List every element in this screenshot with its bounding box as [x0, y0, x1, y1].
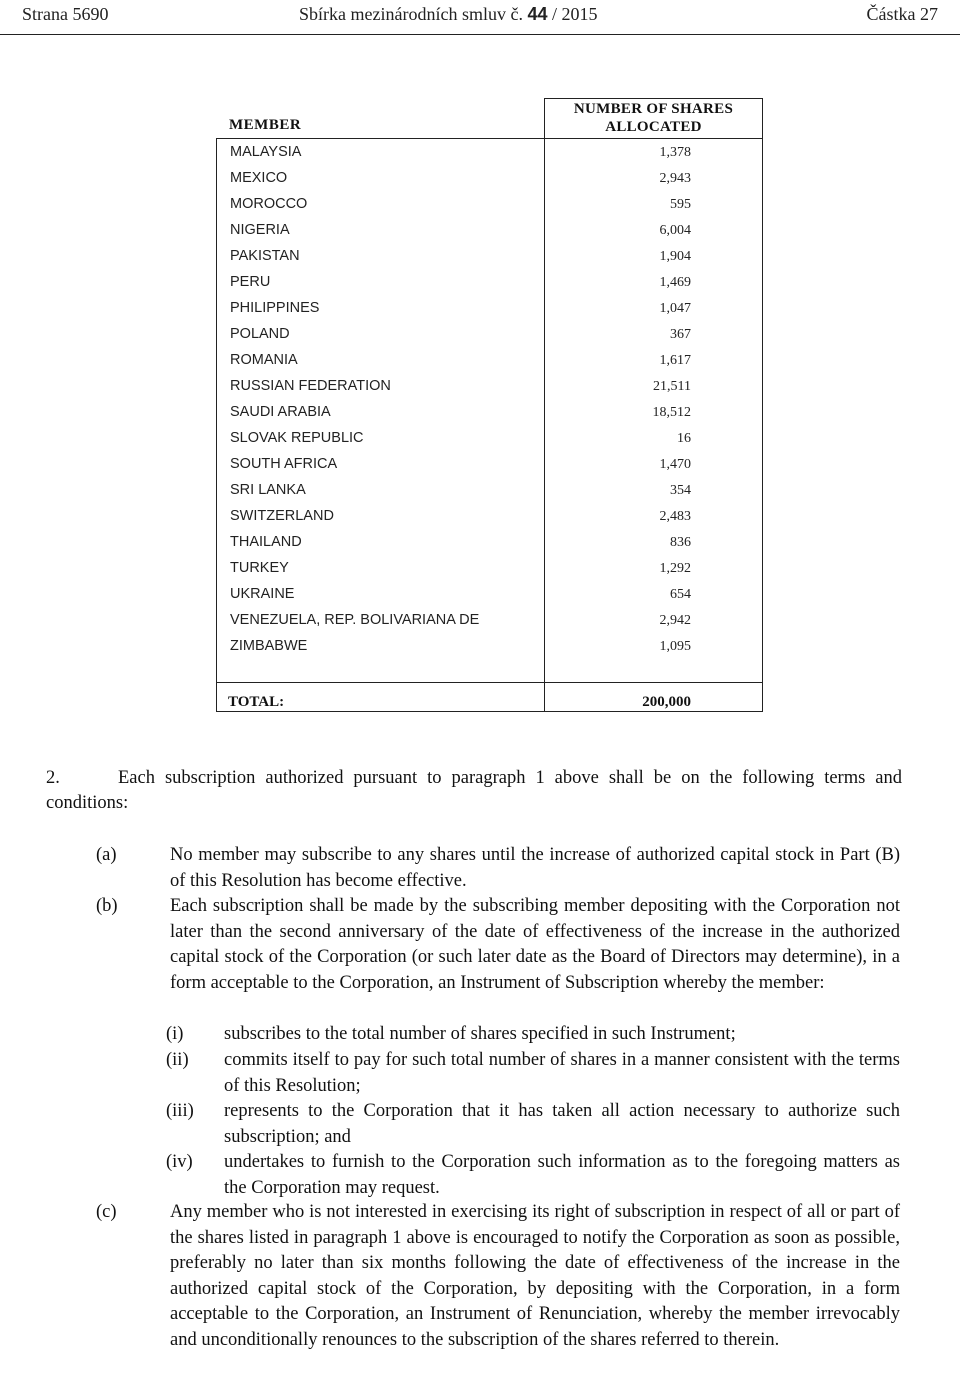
table-row: [216, 194, 763, 220]
collection-title: [299, 4, 598, 25]
member-column-header: MEMBER: [229, 117, 302, 133]
shares-value: 1,904: [659, 249, 691, 264]
table-row: [216, 272, 763, 298]
shares-value: 1,617: [659, 353, 691, 368]
shares-value: 1,047: [659, 301, 691, 316]
shares-value: 21,511: [653, 379, 691, 394]
collection-year: / 2015: [547, 4, 598, 24]
shares-column-header: NUMBER OF SHARES ALLOCATED: [573, 101, 734, 135]
subitem-label: (ii): [166, 1050, 189, 1070]
member-name: SLOVAK REPUBLIC: [230, 430, 364, 446]
item-text: Any member who is not interested in exercising its right of subscription in respect of all or part of the shares listed in paragraph 1 above is encouraged to notify the Corporation as soon as possible, preferably no later than six months following the date of effectiveness of the increase in the authorized capital stock of the Corporation, by depositing with the Corporation, in a form acceptable to the Corporation, an Instrument of Renunciation, whereby the member irrevocably and unconditionally renounces to the subscription of the shares referred to therein.: [170, 1202, 900, 1350]
total-divider: [216, 682, 763, 683]
member-name: THAILAND: [230, 534, 302, 550]
member-name: SOUTH AFRICA: [230, 456, 338, 472]
member-name: ROMANIA: [230, 352, 298, 368]
table-row: [216, 532, 763, 558]
subitem-label: (iii): [166, 1101, 194, 1121]
paragraph-2: [46, 766, 902, 816]
table-row: [216, 220, 763, 246]
member-name: SAUDI ARABIA: [230, 404, 331, 420]
member-name: PERU: [230, 274, 271, 290]
member-name: NIGERIA: [230, 222, 290, 238]
table-row: [216, 558, 763, 584]
table-row: [216, 350, 763, 376]
shares-value: 16: [677, 431, 691, 446]
member-name: TURKEY: [230, 560, 289, 576]
table-row: [216, 168, 763, 194]
item-label: (a): [96, 845, 117, 865]
paragraph-number: 2.: [46, 768, 60, 788]
total-label: TOTAL:: [228, 694, 285, 710]
item-label: (c): [96, 1202, 117, 1222]
shares-value: 654: [670, 587, 691, 602]
member-name: ZIMBABWE: [230, 638, 308, 654]
member-name: MOROCCO: [230, 196, 308, 212]
subitem-text: represents to the Corporation that it has taken all action necessary to authorize such subscription; and: [224, 1101, 900, 1147]
table-row: [216, 376, 763, 402]
shares-value: 1,292: [659, 561, 691, 576]
member-name: UKRAINE: [230, 586, 295, 602]
table-row: [216, 428, 763, 454]
table-row: [216, 480, 763, 506]
subitem-text: commits itself to pay for such total number of shares in a manner consistent with the terms of this Resolution;: [224, 1050, 900, 1096]
member-name: POLAND: [230, 326, 290, 342]
table-row: [216, 246, 763, 272]
shares-value: 1,469: [659, 275, 691, 290]
shares-value: 6,004: [659, 223, 691, 238]
table-row: [216, 506, 763, 532]
member-name: PHILIPPINES: [230, 300, 320, 316]
part-number: Částka 27: [866, 4, 938, 24]
subitem-text: subscribes to the total number of shares specified in such Instrument;: [224, 1024, 736, 1044]
table-row: [216, 610, 763, 636]
shares-value: 2,483: [659, 509, 691, 524]
member-name: MALAYSIA: [230, 144, 302, 160]
shares-value: 836: [670, 535, 691, 550]
shares-value: 1,470: [659, 457, 691, 472]
collection-prefix: Sbírka mezinárodních smluv č.: [299, 4, 528, 24]
item-text: Each subscription shall be made by the subscribing member depositing with the Corporation not later than the second anniversary of the date of effectiveness of the increase in the authorized capital stock of the Corporation (or such later date as the Board of Directors may determine), in a form acceptable to the Corporation, an Instrument of Subscription whereby the member:: [170, 896, 900, 993]
shares-value: 18,512: [652, 405, 691, 420]
shares-table: [216, 98, 763, 712]
shares-value: 354: [670, 483, 691, 498]
page-header: [0, 0, 960, 35]
table-row: [216, 636, 763, 662]
paragraph-text: Each subscription authorized pursuant to paragraph 1 above shall be on the following terms and conditions:: [46, 768, 902, 813]
table-row: [216, 298, 763, 324]
member-name: SRI LANKA: [230, 482, 306, 498]
total-value: 200,000: [642, 694, 691, 710]
subitem-text: undertakes to furnish to the Corporation such information as to the foregoing matters as the Corporation may request.: [224, 1152, 900, 1198]
shares-value: 1,095: [659, 639, 691, 654]
shares-value: 1,378: [659, 145, 691, 160]
subitem-label: (i): [166, 1024, 184, 1044]
page-number: Strana 5690: [22, 4, 109, 24]
table-row: [216, 402, 763, 428]
item-label: (b): [96, 896, 118, 916]
shares-value: 595: [670, 197, 691, 212]
table-rows: [216, 142, 763, 662]
member-name: PAKISTAN: [230, 248, 300, 264]
member-name: RUSSIAN FEDERATION: [230, 378, 391, 394]
member-name: SWITZERLAND: [230, 508, 334, 524]
shares-value: 2,942: [659, 613, 691, 628]
collection-number: 44: [527, 4, 548, 24]
table-row: [216, 454, 763, 480]
table-row: [216, 324, 763, 350]
member-name: VENEZUELA, REP. BOLIVARIANA DE: [230, 612, 480, 628]
subitem-label: (iv): [166, 1152, 193, 1172]
table-row: [216, 584, 763, 610]
item-text: No member may subscribe to any shares until the increase of authorized capital stock in Part (B) of this Resolution has become effective.: [170, 845, 900, 891]
member-name: MEXICO: [230, 170, 288, 186]
shares-value: 367: [670, 327, 691, 342]
table-row: [216, 142, 763, 168]
shares-value: 2,943: [659, 171, 691, 186]
